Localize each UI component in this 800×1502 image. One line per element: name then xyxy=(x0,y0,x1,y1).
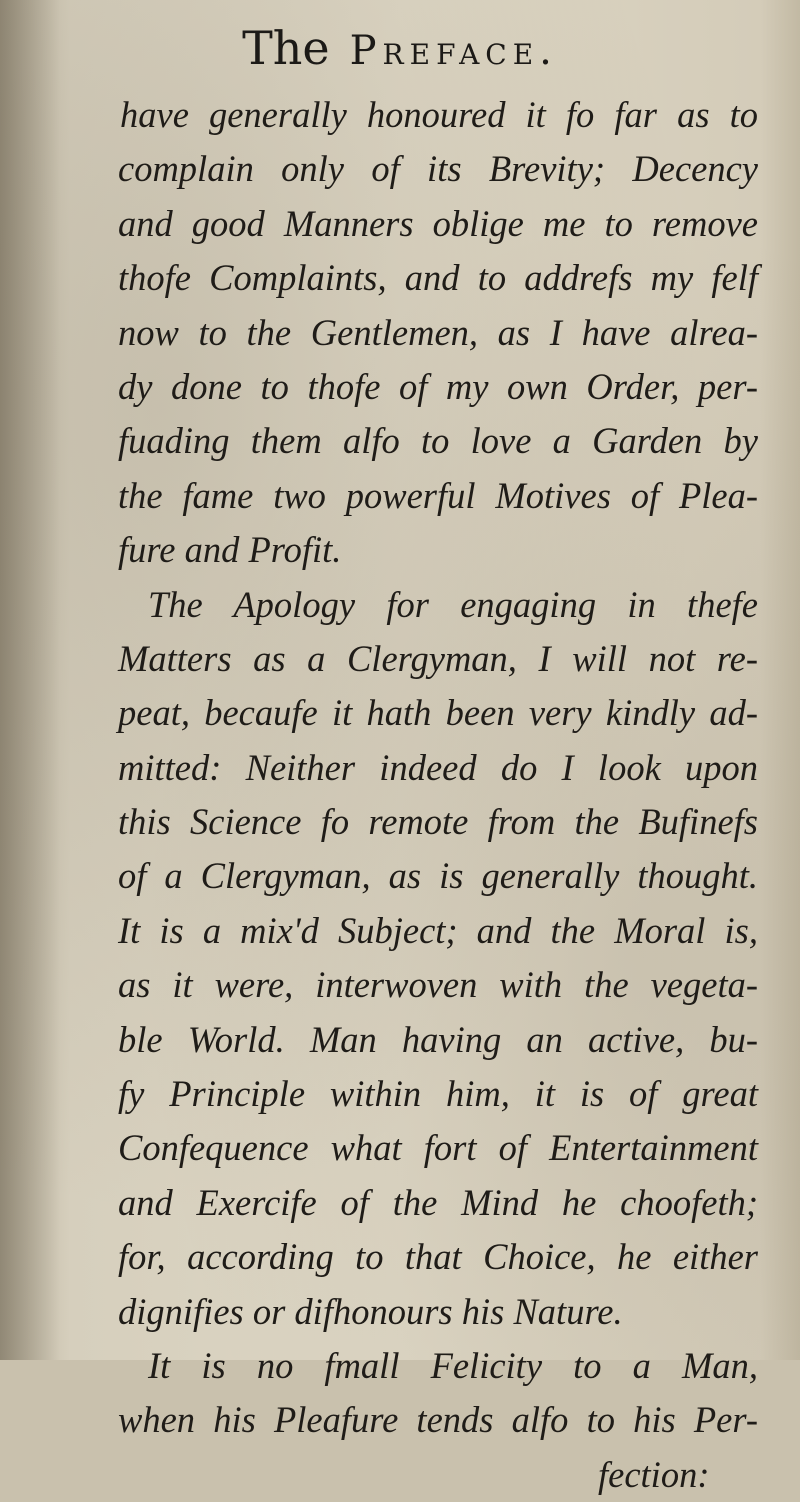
text-line: and good Manners oblige me to remove xyxy=(118,202,758,244)
running-head-the: The xyxy=(242,21,330,75)
text-line: Matters as a Clergyman, I will not re- xyxy=(118,637,758,679)
text-line: when his Pleafure tends alfo to his Per- xyxy=(118,1399,758,1441)
text-line: and Exercife of the Mind he choofeth; xyxy=(118,1181,758,1223)
text-line: have generally honoured it fo far as to xyxy=(120,94,758,135)
text-line: The Apology for engaging in thefe xyxy=(148,583,758,625)
text-line: thofe Complaints, and to addrefs my felf xyxy=(118,257,758,299)
text-line: dy done to thofe of my own Order, per- xyxy=(118,365,758,407)
body-text xyxy=(118,88,758,1502)
text-line: the fame two powerful Motives of Plea- xyxy=(118,474,758,516)
text-line: fection: xyxy=(598,1453,710,1495)
text-line: complain only of its Brevity; Decency xyxy=(118,148,758,190)
text-line: of a Clergyman, as is generally thought. xyxy=(118,855,758,897)
text-line: fy Principle within him, it is of great xyxy=(118,1073,758,1115)
text-line: fuading them alfo to love a Garden by xyxy=(118,420,758,462)
text-line: ble World. Man having an active, bu- xyxy=(118,1018,758,1060)
text-line: peat, becaufe it hath been very kindly ad- xyxy=(118,692,758,734)
text-line: now to the Gentlemen, as I have alrea- xyxy=(118,311,758,353)
text-line: Confequence what fort of Entertainment xyxy=(118,1127,758,1169)
page-gutter-shadow xyxy=(0,0,60,1360)
text-line: this Science fo remote from the Bufinefs xyxy=(118,801,758,843)
text-line: as it were, interwoven with the vegeta- xyxy=(118,964,758,1006)
text-line: mitted: Neither indeed do I look upon xyxy=(118,746,758,788)
text-line: It is a mix'd Subject; and the Moral is, xyxy=(118,909,758,951)
text-line: dignifies or difhonours his Nature. xyxy=(118,1290,623,1332)
running-head-preface: Preface. xyxy=(349,28,558,74)
text-line: for, according to that Choice, he either xyxy=(118,1236,758,1278)
text-line: It is no fmall Felicity to a Man, xyxy=(148,1344,758,1386)
text-line: fure and Profit. xyxy=(118,529,342,571)
running-head xyxy=(0,22,800,77)
